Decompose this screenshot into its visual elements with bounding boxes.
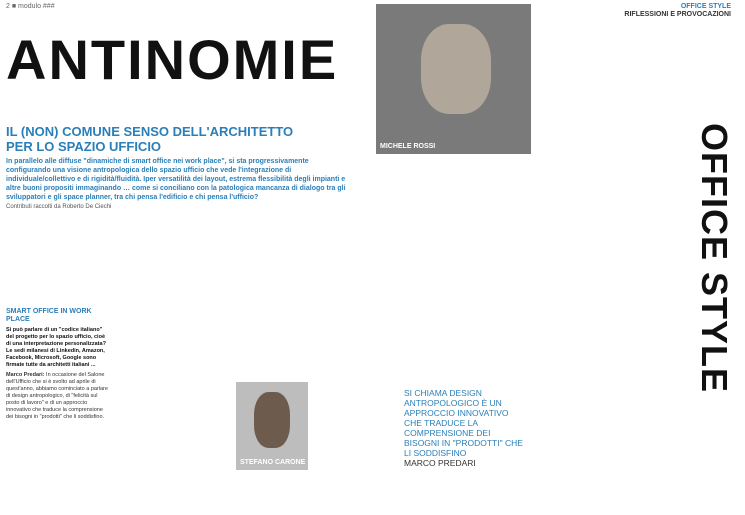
portrait-figure — [254, 392, 290, 448]
lead-paragraph: In parallelo alle diffuse "dinamiche di smart office nei work place", si sta progressivamente configurando una visione antropologica dello spazio ufficio che vede l'integrazione di individuale/collettivo e di rigidità/fluidità. Iper versatilità dei layout, estrema flessibilità degli impianti e altre buoni propositi immaginando … come si conciliano con la patologica mancanza di dialogo tra gli sviluppatori e gli space planner, tra chi pensa l'edificio e chi pensa l'ufficio? — [6, 158, 346, 201]
portrait-figure — [421, 24, 491, 114]
headline: ANTINOMIE — [6, 28, 339, 91]
portrait-stefano-carone — [236, 382, 308, 470]
credit: Contributi raccolti da Roberto De Ciechi — [6, 204, 112, 210]
section-subname: RIFLESSIONI E PROVOCAZIONI — [624, 11, 731, 18]
answer-speaker: Marco Predari: — [6, 372, 45, 378]
column-head: SMART OFFICE IN WORK PLACE — [6, 308, 92, 323]
photo-caption: STEFANO CARONE — [240, 459, 306, 466]
subtitle: IL (NON) COMUNE SENSO DELL'ARCHITETTO PER LO SPAZIO UFFICIO — [6, 124, 294, 154]
portrait-michele-rossi — [376, 4, 531, 154]
column-1 — [6, 308, 110, 421]
page-folio: 2 ■ modulo ### — [6, 3, 55, 10]
side-label-text: OFFICE STYLE — [694, 122, 736, 394]
answer-text: In occasione del Salone dell'Ufficio che si è svolto ad aprile di quest'anno, abbiamo cominciato a parlare di design antropologico, di "felicità sul posto di lavoro" e di un approccio innovativo che traduce la comprensione dei bisogni in "prodotti" che li soddisfino. — [6, 372, 108, 420]
photo-caption: MICHELE ROSSI — [380, 143, 436, 150]
question: Si può parlare di un "codice italiano" del progetto per lo spazio ufficio, cioè di una interpretazione personalizzata? Le sedi milanesi di Linkedin, Amazon, Facebook, Microsoft, Google sono firmate tutte da architetti italiani ... — [6, 327, 106, 368]
answer — [6, 372, 110, 421]
quote-author: MARCO PREDARI — [404, 458, 476, 468]
section-name: OFFICE STYLE — [680, 3, 731, 10]
pull-quote — [404, 388, 524, 468]
side-label — [690, 108, 738, 408]
quote-text: SI CHIAMA DESIGN ANTROPOLOGICO È UN APPROCCIO INNOVATIVO CHE TRADUCE LA COMPRENSIONE DEI BISOGNI IN "PRODOTTI" CHE LI SODDISFINO — [404, 388, 523, 458]
section-header — [624, 3, 731, 19]
